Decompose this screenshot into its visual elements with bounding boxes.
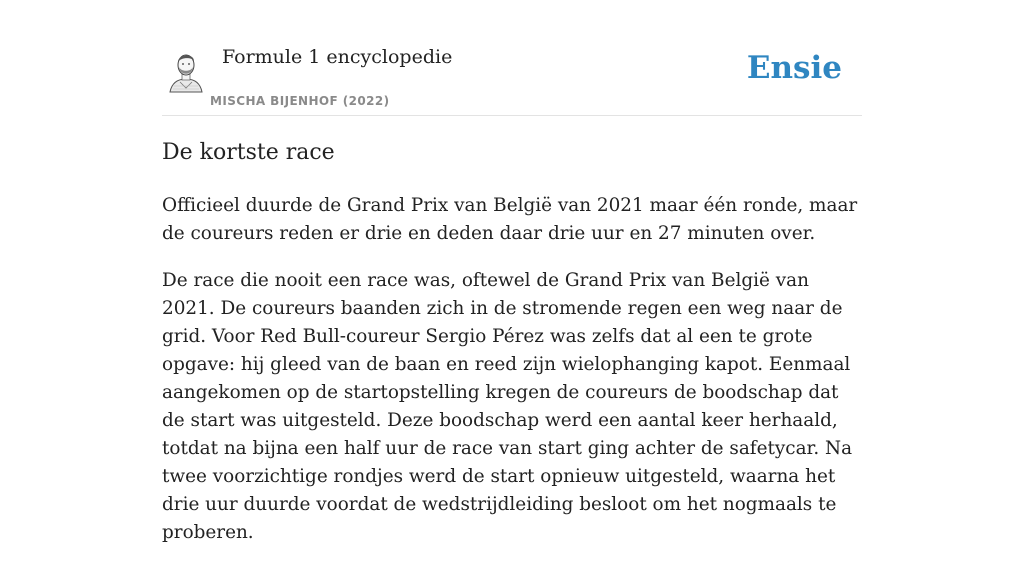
article-page (162, 0, 862, 543)
ensie-logo[interactable]: Ensie (746, 50, 842, 86)
article-body (162, 192, 862, 566)
author-portrait-icon[interactable] (166, 48, 206, 92)
book-title[interactable]: Formule 1 encyclopedie (222, 46, 453, 68)
article-title: De kortste race (162, 140, 335, 165)
book-header (162, 0, 862, 116)
article-paragraph: Officieel duurde de Grand Prix van België van 2021 maar één ronde, maar de coureurs reden er drie en deden daar drie uur en 27 minuten over. (162, 195, 858, 244)
author-credit[interactable]: MISCHA BIJENHOF (2022) (210, 94, 390, 108)
article-paragraph: De race die nooit een race was, oftewel de Grand Prix van België van 2021. De coureurs baanden zich in de stromende regen een weg naar de grid. Voor Red Bull-coureur Sergio Pérez was zelfs dat al een te grote opgave: hij gleed van de baan en reed zijn wielophanging kapot. Eenmaal aangekomen op de startopstelling kregen de coureurs de boodschap dat de start was uitgesteld. Deze boodschap werd een aantal keer herhaald, totdat na bijna een half uur de race van start ging achter de safetycar. Na twee voorzichtige rondjes werd de start opnieuw uitgesteld, waarna het drie uur duurde voordat de wedstrijdleiding besloot om het nogmaals te proberen. (162, 270, 853, 543)
